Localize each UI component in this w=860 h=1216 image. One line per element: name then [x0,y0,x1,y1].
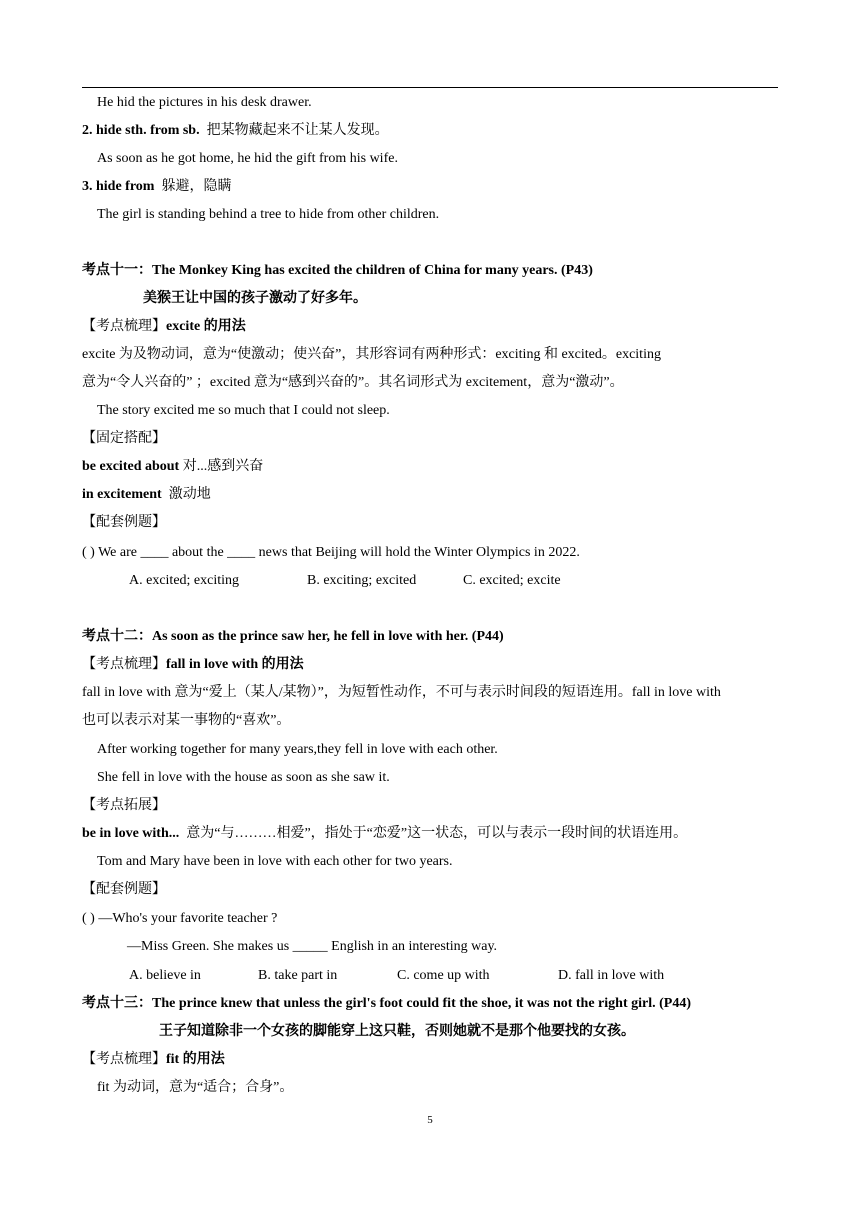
option-d: D. fall in love with [558,968,665,983]
question: ( ) We are ____ about the ____ news that Beijing will hold the Winter Olympics in 2022. [82,545,580,560]
phrase-head: be in love with... [82,826,180,841]
option-c: C. come up with [397,968,490,983]
section-title-11: 考点十一：The Monkey King has excited the children of China for many years. (P43) [82,263,593,278]
option-a: A. excited; exciting [129,573,240,588]
usage-heading [82,656,304,674]
bracket-tag: 【配套例题】 [82,515,166,530]
phrase-item [82,122,389,140]
usage-label: fit 的用法 [166,1052,225,1067]
question-continuation: —Miss Green. She makes us _____ English in an interesting way. [127,939,498,954]
example-sentence: He hid the pictures in his desk drawer. [97,95,312,110]
option-c: C. excited; excite [463,573,561,588]
section-title-11-translation: 美猴王让中国的孩子激动了好多年。 [143,291,367,306]
bracket-tag: 【考点梳理】 [82,1052,166,1067]
usage-label: fall in love with 的用法 [166,657,304,672]
explanation-line: fit 为动词，意为“适合；合身”。 [97,1080,294,1095]
option-b: B. exciting; excited [307,573,417,588]
phrase-item [82,458,263,476]
bracket-tag: 【固定搭配】 [82,431,166,446]
section-title-13-translation: 王子知道除非一个女孩的脚能穿上这只鞋，否则她就不是那个他要找的女孩。 [159,1024,635,1039]
bracket-tag: 【考点梳理】 [82,657,166,672]
bracket-tag: 【考点拓展】 [82,798,166,813]
example-sentence: The girl is standing behind a tree to hide from other children. [97,207,440,222]
phrase-meaning: 对...感到兴奋 [182,459,264,474]
phrase-head: be excited about [82,459,180,474]
phrase-head: 2. hide sth. from sb. [82,123,200,138]
example-sentence: Tom and Mary have been in love with each other for two years. [97,854,453,869]
bracket-tag: 【考点梳理】 [82,319,166,334]
phrase-item [82,178,231,196]
example-sentence: As soon as he got home, he hid the gift from his wife. [97,151,398,166]
question: ( ) —Who's your favorite teacher ? [82,911,278,926]
option-b: B. take part in [258,968,338,983]
example-sentence: She fell in love with the house as soon as she saw it. [97,770,390,785]
phrase-meaning: 激动地 [168,487,211,502]
option-a: A. believe in [129,968,201,983]
header-rule [82,87,778,88]
explanation-line: 意为“令人兴奋的” ；excited 意为“感到兴奋的”。其名词形式为 excitement，意为“激动”。 [82,375,624,390]
section-title-12: 考点十二：As soon as the prince saw her, he fell in love with her. (P44) [82,629,504,644]
phrase-meaning: 意为“与………相爱”，指处于“恋爱”这一状态，可以与表示一段时间的状语连用。 [186,826,688,841]
example-sentence: After working together for many years,they fell in love with each other. [97,742,498,757]
usage-label: excite 的用法 [166,319,246,334]
phrase-item [82,486,211,504]
phrase-meaning: 躲避，隐瞒 [161,179,232,194]
explanation-line: fall in love with 意为“爱上（某人/某物）”，为短暂性动作，不可与表示时间段的短语连用。fall in love with [82,685,721,700]
example-sentence: The story excited me so much that I could not sleep. [97,403,390,418]
phrase-meaning: 把某物藏起来不让某人发现。 [206,123,389,138]
phrase-head: in excitement [82,487,162,502]
phrase-item [82,825,687,843]
explanation-line: excite 为及物动词，意为“使激动；使兴奋”，其形容词有两种形式：exciting 和 excited。exciting [82,347,661,362]
usage-heading [82,1051,225,1069]
page-number: 5 [427,1114,433,1126]
section-title-13: 考点十三：The prince knew that unless the girl's foot could fit the shoe, it was not the right girl. (P44) [82,996,691,1011]
explanation-line: 也可以表示对某一事物的“喜欢”。 [82,713,291,728]
phrase-head: 3. hide from [82,179,155,194]
usage-heading [82,318,246,336]
bracket-tag: 【配套例题】 [82,882,166,897]
